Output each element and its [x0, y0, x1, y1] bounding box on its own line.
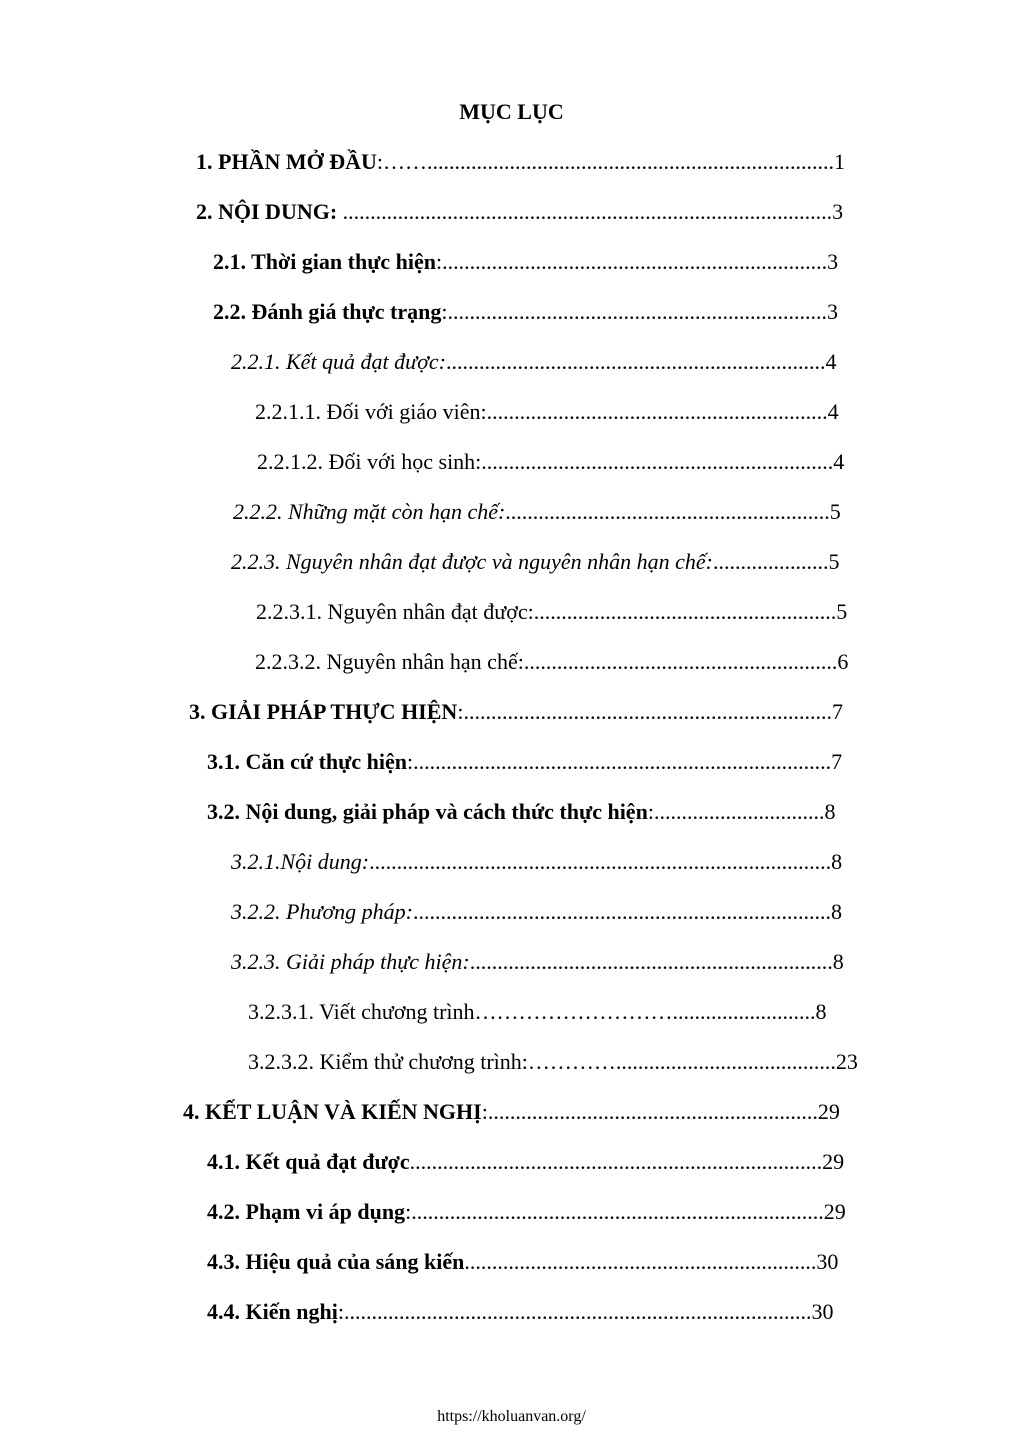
toc-entry-2-1[interactable] [213, 246, 908, 278]
toc-entry-label: 3.2.3.1. Viết chương trình [248, 999, 475, 1024]
toc-entry-4-3[interactable] [207, 1246, 906, 1278]
toc-page-number: 8 [815, 999, 827, 1024]
toc-leader-dots: ................................................................ [464, 1249, 817, 1274]
toc-page-number: 1 [834, 149, 845, 174]
toc-entry-2-2-2[interactable] [233, 496, 908, 528]
toc-leader-dots: .............................................................. [486, 399, 828, 424]
toc-page-number: 4 [827, 399, 839, 424]
toc-leader-dots: ……………………….......................... [474, 999, 816, 1024]
toc-page-number: 5 [828, 549, 840, 574]
toc-page-number: 23 [835, 1049, 858, 1074]
toc-entry-3-2-1[interactable] [231, 846, 908, 878]
toc-page-number: 4 [833, 449, 845, 474]
toc-entry-colon: : [406, 749, 414, 774]
toc-leader-dots: ........................................................................... [411, 1199, 824, 1224]
toc-page-number: 29 [823, 1199, 846, 1224]
toc-entry-3-2-3-2[interactable] [248, 1046, 910, 1078]
toc-entry-colon: : [337, 1299, 344, 1324]
toc-entry-4[interactable] [183, 1096, 910, 1128]
toc-leader-dots: .................................................................................... [369, 849, 832, 874]
toc-leader-dots: ..................................................................................... [343, 1299, 812, 1324]
toc-leader-dots: ...................................................................... [442, 249, 828, 274]
toc-leader-dots: ................................................................... [463, 699, 832, 724]
toc-entry-label: 2.2.3.1. Nguyên nhân đạt được: [256, 599, 534, 624]
toc-page-number: 8 [831, 899, 843, 924]
toc-entry-3-2-3-1[interactable] [248, 996, 908, 1028]
toc-page-number: 3 [826, 299, 838, 324]
toc-entry-label: 3.2.3. Giải pháp thực hiện: [231, 949, 470, 974]
toc-page-number: 30 [811, 1299, 834, 1324]
toc-page-number: 30 [816, 1249, 839, 1274]
toc-entry-label: 2.2.1.1. Đối với giáo viên: [255, 399, 487, 424]
toc-leader-dots: ..................................................................... [446, 349, 826, 374]
toc-leader-dots: ........................................................... [505, 499, 830, 524]
toc-entry-label: 2.2.1.2. Đối với học sinh: [257, 449, 482, 474]
toc-entry-3-2[interactable] [207, 796, 903, 828]
toc-entry-3-2-2[interactable] [231, 896, 908, 928]
toc-entry-3-1[interactable] [207, 746, 903, 778]
toc-page-number: 7 [831, 749, 843, 774]
toc-entry-colon: : [436, 249, 443, 274]
toc-entry-2-2-3-2[interactable] [255, 646, 908, 678]
toc-entry-label: 2.2.3.2. Nguyên nhân hạn chế: [255, 649, 524, 674]
toc-entry-label: 2.2.2. Những mặt còn hạn chế: [233, 499, 506, 524]
toc-entry-label: 2.2.1. Kết quả đạt được: [231, 349, 446, 374]
toc-entry-3[interactable] [189, 696, 908, 728]
toc-page-number: 4 [825, 349, 837, 374]
toc-entry-label: 3.2.1.Nội dung: [231, 849, 370, 874]
toc-leader-dots: ......................................................... [523, 649, 838, 674]
toc-leader-dots: ......................................................................................... [342, 199, 833, 224]
toc-entry-2[interactable] [196, 196, 908, 228]
toc-leader-dots: .................................................................. [469, 949, 833, 974]
toc-entry-4-2[interactable] [207, 1196, 906, 1228]
footer-url[interactable]: https://kholuanvan.org/ [437, 1408, 586, 1425]
toc-entry-colon: : [481, 1099, 488, 1124]
page-title: MỤC LỤC [459, 99, 564, 124]
toc-page-number: 7 [831, 699, 843, 724]
toc-entry-label: 2. NỘI DUNG: [196, 199, 338, 224]
toc-page-number: 3 [832, 199, 844, 224]
toc-entry-colon: : [405, 1199, 412, 1224]
toc-entry-1[interactable] [196, 146, 908, 178]
toc-page-number: 5 [829, 499, 841, 524]
toc-leader-dots: ........................................................................... [409, 1149, 823, 1174]
toc-page-number: 6 [837, 649, 849, 674]
toc-entry-label: 4.4. Kiến nghị [207, 1299, 338, 1324]
toc-entry-2-2-1-2[interactable] [257, 446, 903, 478]
toc-entry-3-2-3[interactable] [231, 946, 908, 978]
toc-entry-label: 1. PHẦN MỞ ĐẦU [196, 149, 377, 174]
toc-entry-label: 2.1. Thời gian thực hiện [213, 249, 437, 274]
toc-entry-2-2-3[interactable] [231, 546, 908, 578]
toc-entry-label: 3.2.3.2. Kiểm thử chương trình: [248, 1049, 528, 1074]
toc-entry-2-2-1-1[interactable] [255, 396, 903, 428]
toc-entry-2-2-3-1[interactable] [256, 596, 908, 628]
toc-entry-label: 3. GIẢI PHÁP THỰC HIỆN [189, 699, 458, 724]
toc-entry-label: 3.2. Nội dung, giải pháp và cách thức thực hiện [207, 799, 648, 824]
toc-page-number: 5 [836, 599, 848, 624]
toc-leader-dots: ................................................................ [481, 449, 834, 474]
toc-entry-label: 4.3. Hiệu quả của sáng kiến [207, 1249, 465, 1274]
toc-entry-label: 3.1. Căn cứ thực hiện [207, 749, 407, 774]
toc-entry-colon: : [441, 299, 448, 324]
toc-leader-dots: ............................................................................ [413, 899, 832, 924]
toc-entry-colon: : [376, 149, 383, 174]
toc-page-number: 8 [832, 949, 844, 974]
toc-page-number: 8 [824, 799, 836, 824]
toc-page-number: 29 [822, 1149, 845, 1174]
toc-page-number: 29 [817, 1099, 840, 1124]
toc-leader-dots: …………........................................ [527, 1049, 836, 1074]
toc-leader-dots: ............................................................ [487, 1099, 818, 1124]
toc-leader-dots: ............................................................................ [413, 749, 832, 774]
toc-leader-dots: …….......................................................................... [383, 149, 834, 174]
toc-entry-2-2-1[interactable] [231, 346, 903, 378]
toc-entry-label: 4. KẾT LUẬN VÀ KIẾN NGHỊ [183, 1099, 482, 1124]
toc-leader-dots: ..................................................................... [447, 299, 827, 324]
toc-entry-2-2[interactable] [213, 296, 908, 328]
toc-entry-label: 3.2.2. Phương pháp: [231, 899, 414, 924]
toc-entry-label: 4.2. Phạm vi áp dụng [207, 1199, 406, 1224]
toc-entry-4-4[interactable] [207, 1296, 906, 1328]
toc-entry-label: 2.2. Đánh giá thực trạng [213, 299, 442, 324]
toc-entry-4-1[interactable] [207, 1146, 910, 1178]
toc-leader-dots: ..................... [712, 549, 829, 574]
toc-page-number: 3 [827, 249, 839, 274]
toc-leader-dots: ............................... [653, 799, 825, 824]
toc-entry-label: 2.2.3. Nguyên nhân đạt được và nguyên nhân hạn chế: [231, 549, 713, 574]
toc-entry-colon: : [457, 699, 464, 724]
toc-leader-dots: ....................................................... [533, 599, 837, 624]
toc-page-number: 8 [831, 849, 843, 874]
toc-entry-label: 4.1. Kết quả đạt được [207, 1149, 410, 1174]
toc-entry-colon: : [647, 799, 654, 824]
